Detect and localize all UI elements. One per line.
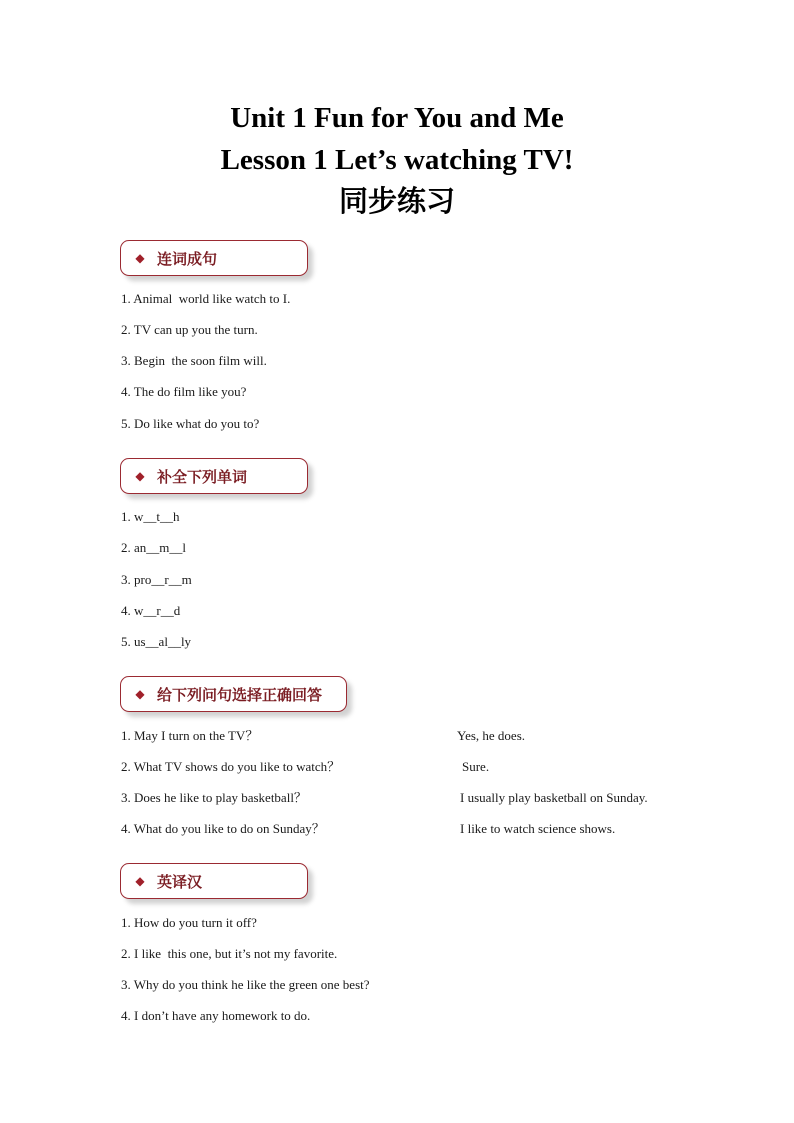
question-item: 1. May I turn on the TV？ (121, 728, 259, 743)
section-header-label: 英译汉 (157, 872, 203, 891)
section-header-sentence-building (120, 240, 308, 276)
list-item: 3. Begin the soon film will. (121, 353, 267, 368)
diamond-bullet-icon: ◆ (135, 251, 145, 265)
list-item: 2. TV can up you the turn. (121, 322, 258, 337)
list-item: 3. pro__r__m (121, 572, 192, 587)
section-header-label: 补全下列单词 (157, 467, 248, 486)
list-item: 1. Animal world like watch to I. (121, 291, 291, 306)
diamond-bullet-icon: ◆ (135, 874, 145, 888)
section-header-translate (120, 863, 308, 899)
section-header-match-answers (120, 676, 347, 712)
list-item: 4. I don’t have any homework to do. (121, 1008, 311, 1023)
page-title-line3: 同步练习 (338, 184, 455, 218)
section-header-label: 给下列问句选择正确回答 (157, 685, 323, 704)
diamond-bullet-icon: ◆ (135, 469, 145, 483)
question-item: 2. What TV shows do you like to watch？ (121, 759, 341, 774)
list-item: 1. w__t__h (121, 509, 180, 524)
answer-item: I usually play basketball on Sunday. (460, 790, 648, 805)
page-title-line2: Lesson 1 Let’s watching TV! (220, 144, 574, 176)
answer-item: Sure. (462, 759, 490, 774)
question-item: 3. Does he like to play basketball？ (121, 790, 307, 805)
list-item: 3. Why do you think he like the green one best? (121, 977, 370, 992)
page-title-line1: Unit 1 Fun for You and Me (230, 102, 564, 134)
question-item: 4. What do you like to do on Sunday？ (121, 821, 325, 836)
section-header-complete-words (120, 458, 308, 494)
list-item: 5. us__al__ly (121, 634, 192, 649)
list-item: 2. an__m__l (121, 540, 186, 555)
answer-item: I like to watch science shows. (460, 821, 616, 836)
section-header-label: 连词成句 (157, 249, 218, 268)
list-item: 4. w__r__d (121, 603, 181, 618)
diamond-bullet-icon: ◆ (135, 687, 145, 701)
list-item: 4. The do film like you? (121, 384, 247, 399)
list-item: 2. I like this one, but it’s not my favorite. (121, 946, 338, 961)
list-item: 5. Do like what do you to? (121, 416, 260, 431)
list-item: 1. How do you turn it off? (121, 915, 257, 930)
answer-item: Yes, he does. (457, 728, 526, 743)
